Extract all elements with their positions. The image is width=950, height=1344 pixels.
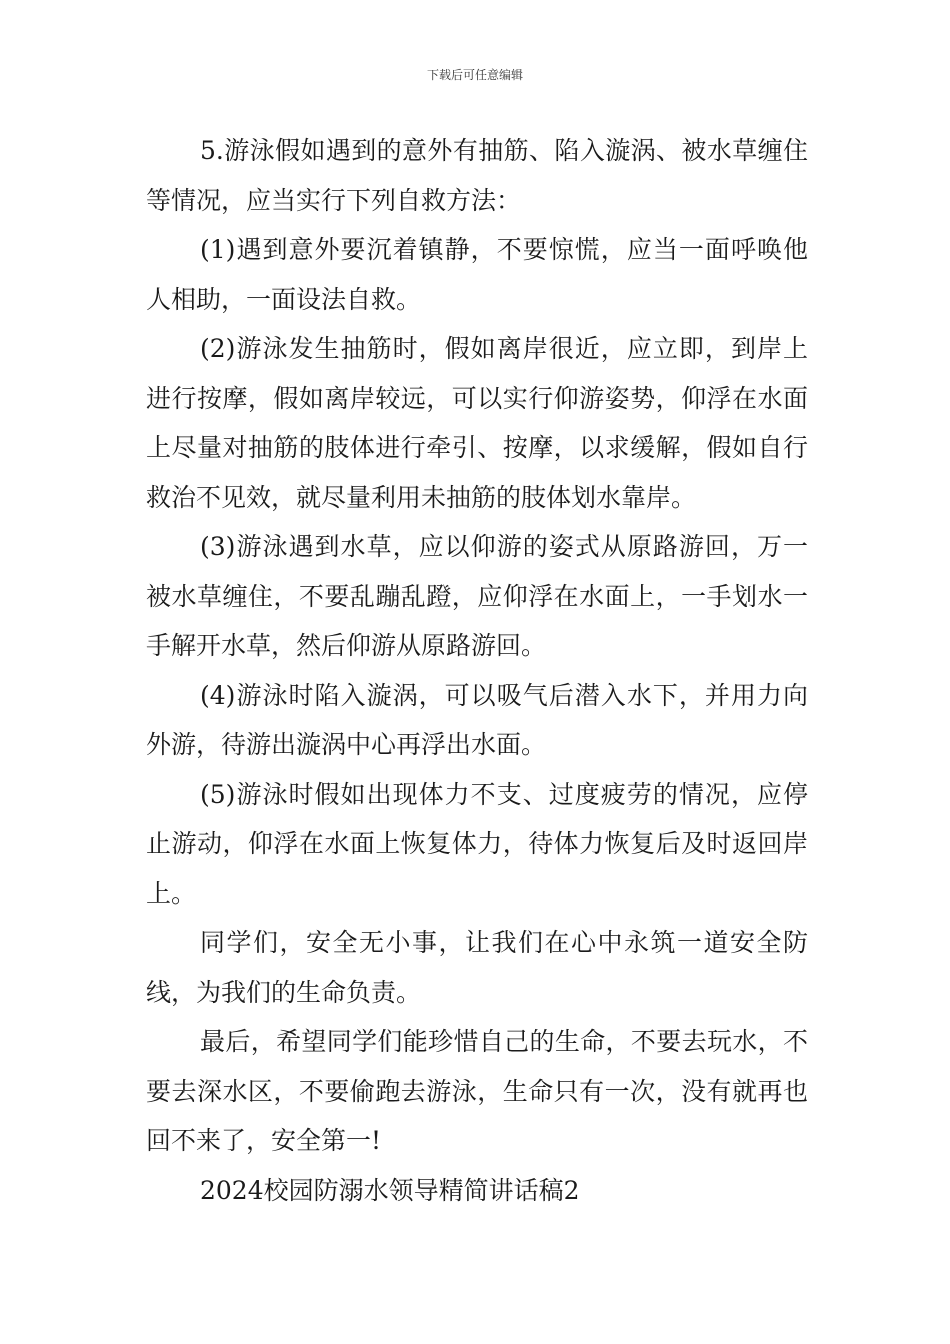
page-header: 下载后可任意编辑 — [426, 68, 523, 82]
paragraph-step-5: (5)游泳时假如出现体力不支、过度疲劳的情况，应停止游动，仰浮在水面上恢复体力，待体力恢复后及时返回岸上。 — [146, 779, 808, 908]
paragraph-step-4: (4)游泳时陷入漩涡，可以吸气后潜入水下，并用力向外游，待游出漩涡中心再浮出水面。 — [146, 680, 808, 759]
paragraph-safety-call: 同学们，安全无小事，让我们在心中永筑一道安全防线，为我们的生命负责。 — [146, 928, 808, 1007]
paragraph-step-3: (3)游泳遇到水草，应以仰游的姿式从原路游回，万一被水草缠住，不要乱蹦乱蹬，应仰浮在水面上，一手划水一手解开水草，然后仰游从原路游回。 — [146, 532, 808, 660]
document-body — [146, 126, 808, 1215]
paragraph-step-1: (1)遇到意外要沉着镇静，不要惊慌，应当一面呼唤他人相助，一面设法自救。 — [146, 235, 808, 314]
paragraph-closing: 最后，希望同学们能珍惜自己的生命，不要去玩水，不要去深水区，不要偷跑去游泳，生命只有一次，没有就再也回不来了，安全第一! — [146, 1027, 808, 1155]
paragraph-self-rescue-intro: 5.游泳假如遇到的意外有抽筋、陷入漩涡、被水草缠住等情况，应当实行下列自救方法： — [146, 136, 808, 215]
paragraph-step-2: (2)游泳发生抽筋时，假如离岸很近，应立即，到岸上进行按摩，假如离岸较远，可以实行仰游姿势，仰浮在水面上尽量对抽筋的肢体进行牵引、按摩，以求缓解，假如自行救治不见效，就尽量利用未抽筋的肢体划水靠岸。 — [146, 334, 808, 512]
section-title: 2024校园防溺水领导精简讲话稿2 — [200, 1175, 580, 1205]
